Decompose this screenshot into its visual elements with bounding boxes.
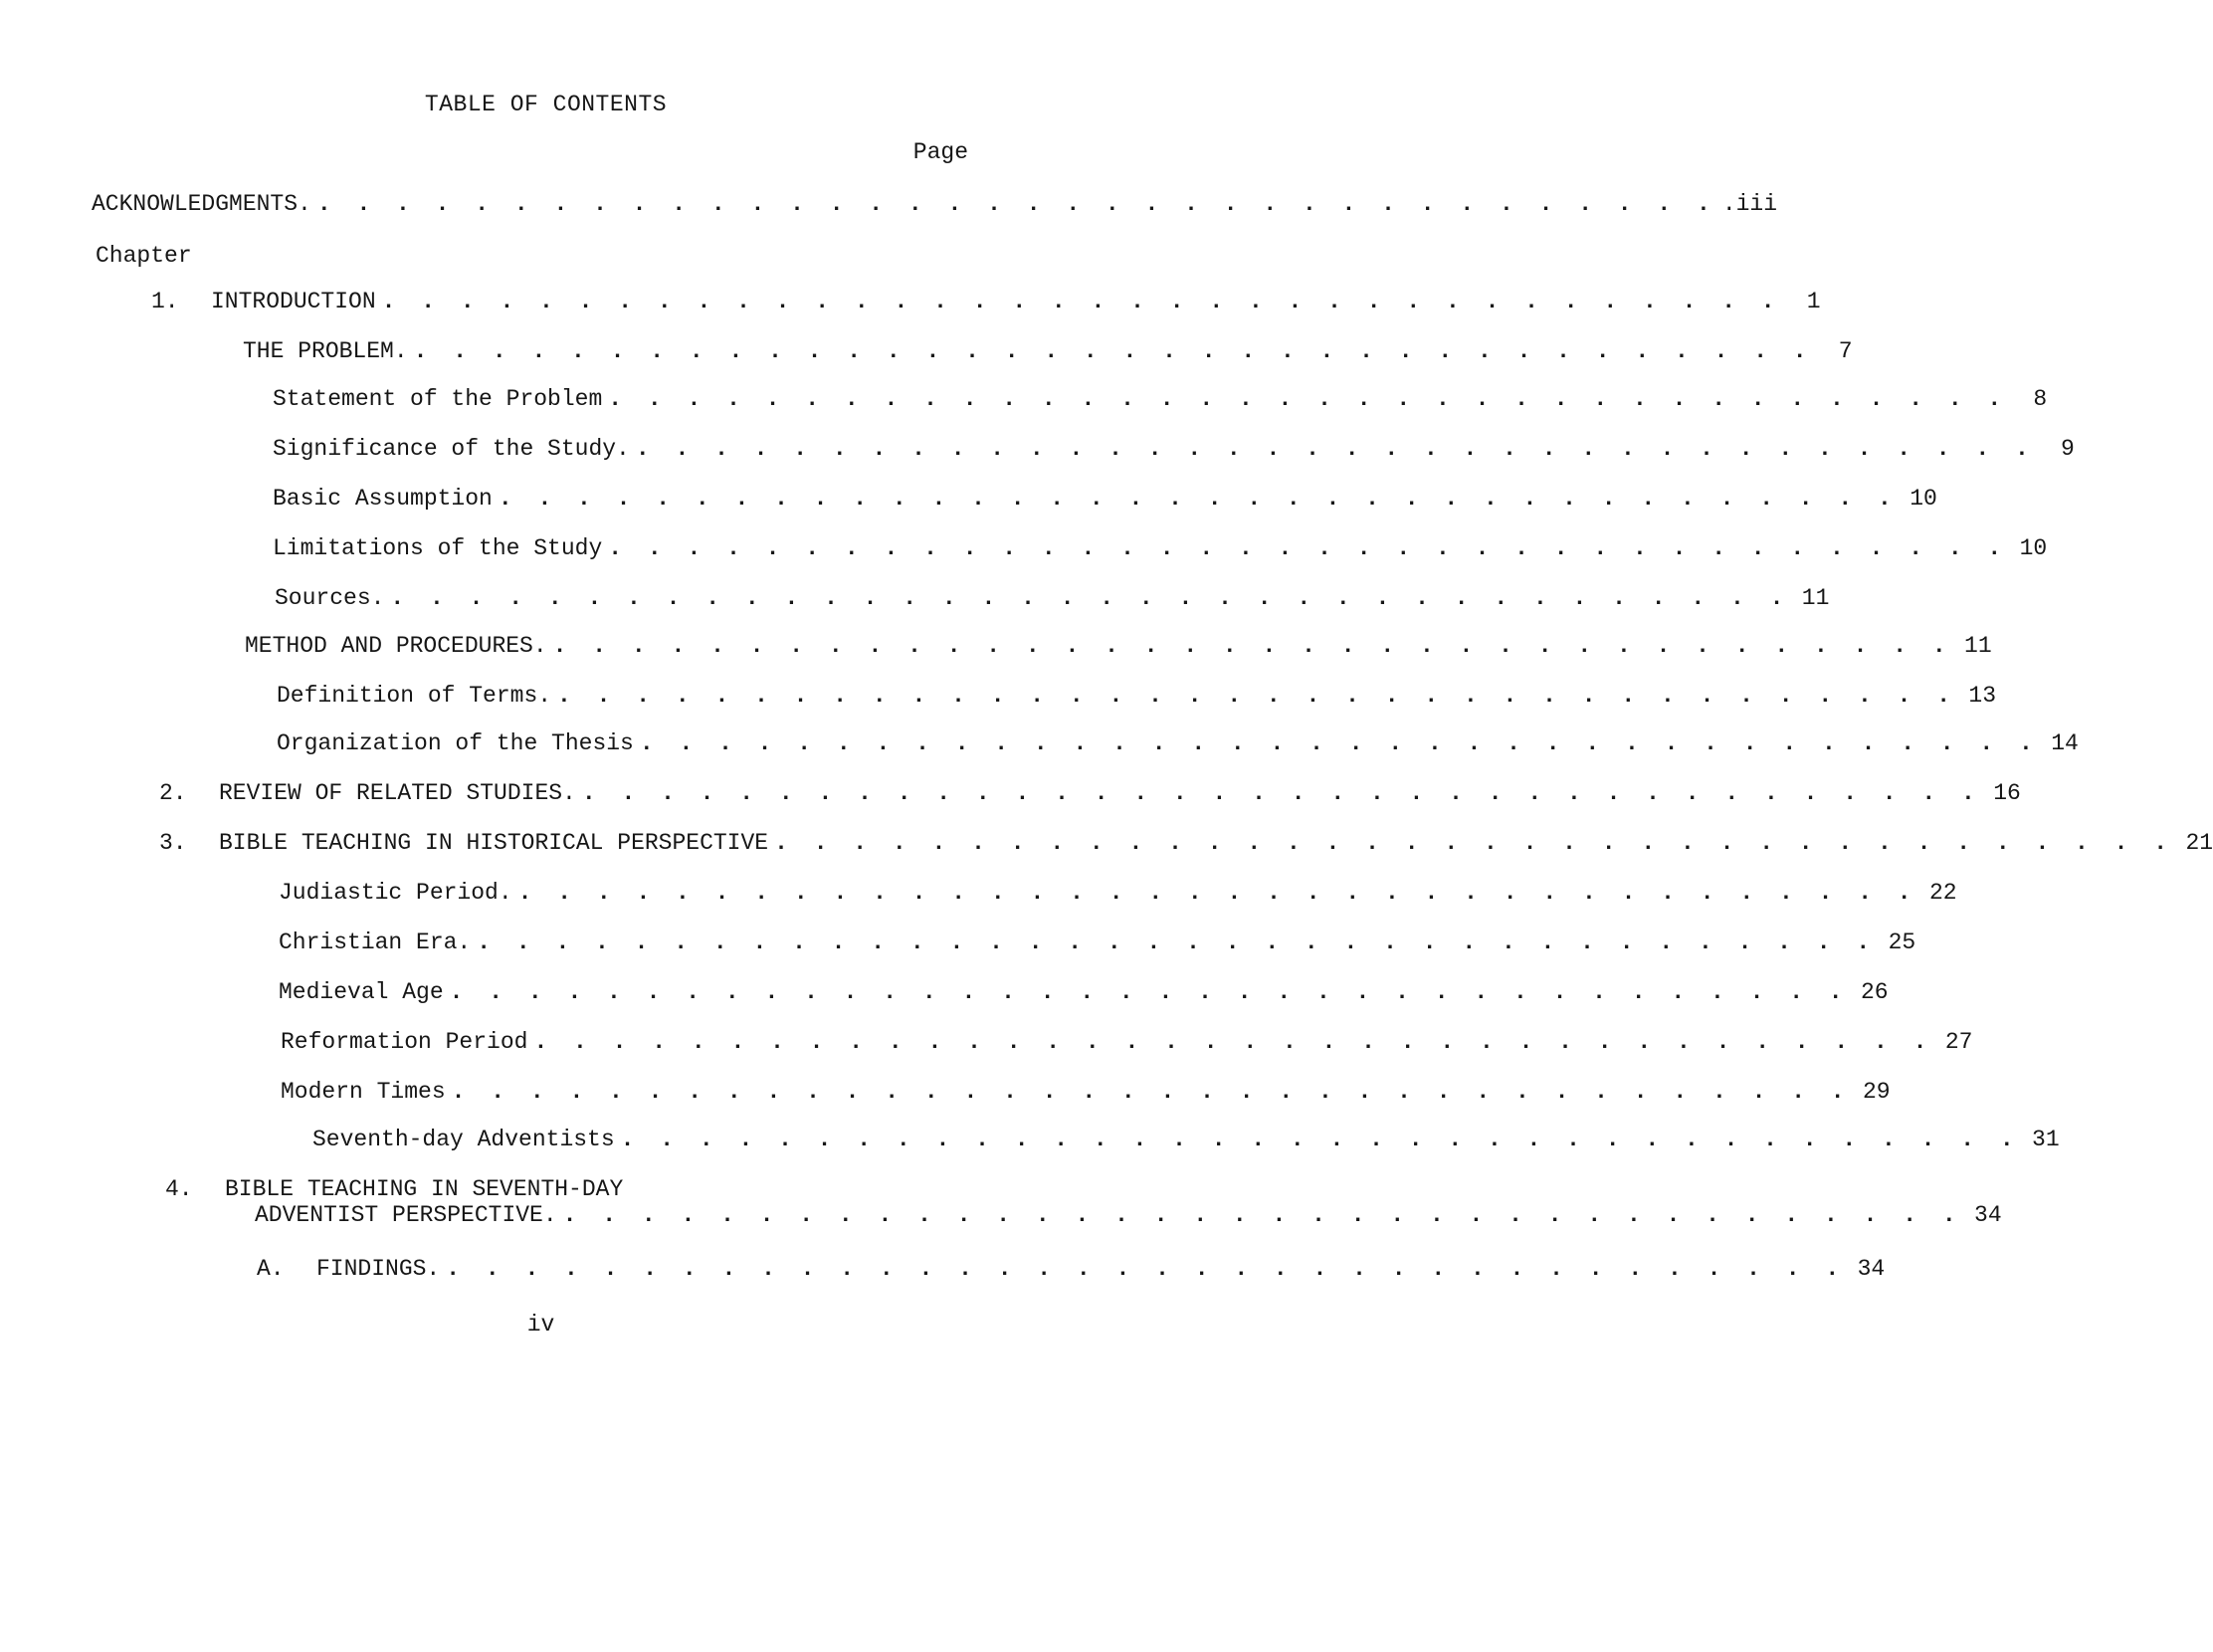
toc-entry[interactable] xyxy=(275,581,1830,611)
toc-entry-page: 34 xyxy=(1857,1256,1886,1282)
toc-entry-label: BIBLE TEACHING IN HISTORICAL PERSPECTIVE xyxy=(219,830,769,856)
toc-entry-label: Reformation Period xyxy=(281,1029,528,1055)
toc-entry-label: Judiastic Period. xyxy=(279,880,512,906)
toc-entry-label: Sources. xyxy=(275,585,385,611)
toc-entry[interactable] xyxy=(273,382,2048,412)
toc-entry-page: 21 xyxy=(2185,830,2213,856)
toc-entry-label: Significance of the Study. xyxy=(273,436,630,462)
toc-entry-label: Limitations of the Study xyxy=(273,535,603,561)
dot-leader: . . . . . . . . . . . . . . . . . . . . . . . . . . . . . . . . . . . . xyxy=(390,585,1790,611)
toc-entry-page: 11 xyxy=(1964,633,1992,659)
dot-leader: . . . . . . . . . . . . . . . . . . . . . . . . . . . . . . . . . . . . xyxy=(608,386,2008,412)
toc-entry-label: Basic Assumption xyxy=(273,486,493,512)
toc-entry-number: 3. xyxy=(159,830,187,856)
toc-entry-label: ACKNOWLEDGMENTS. xyxy=(92,191,311,217)
toc-entry-label: FINDINGS. xyxy=(316,1256,441,1282)
toc-entry[interactable] xyxy=(277,726,2079,756)
dot-leader: . . . . . . . . . . . . . . . . . . . . . . . . . . . . . . . . . . . . xyxy=(451,1079,1851,1105)
toc-entry-page: 27 xyxy=(1944,1029,1973,1055)
toc-entry[interactable] xyxy=(257,1252,1886,1282)
toc-entry[interactable] xyxy=(281,1025,1973,1055)
toc-entry[interactable] xyxy=(277,679,1997,709)
dot-leader: . . . . . . . . . . . . . . . . . . . . . . . . . . . . . . . . . . . . xyxy=(446,1256,1846,1282)
toc-entry-page: 8 xyxy=(2033,386,2048,412)
dot-leader: . . . . . . . . . . . . . . . . . . . . . . . . . . . . . . . . . . . . xyxy=(557,683,1957,709)
page-column-header: Page xyxy=(912,139,968,165)
dot-leader: . . . . . . . . . . . . . . . . . . . . . . . . . . . . . . . . . . . . xyxy=(774,830,2174,856)
toc-entry-number: A. xyxy=(257,1256,285,1282)
chapter-header: Chapter xyxy=(96,243,192,269)
toc-entry-label: Organization of the Thesis xyxy=(277,730,634,756)
toc-entry-label: INTRODUCTION xyxy=(211,289,376,314)
toc-entry[interactable] xyxy=(312,1123,2060,1152)
toc-entry-acknowledgments[interactable] xyxy=(92,187,1778,217)
dot-leader: . . . . . . . . . . . . . . . . . . . . . . . . . . . . . . . . . . . . xyxy=(639,730,2039,756)
toc-entry-label: Statement of the Problem xyxy=(273,386,603,412)
dot-leader: . . . . . . . . . . . . . . . . . . . . . . . . . . . . . . . . . . . . xyxy=(381,289,1781,314)
toc-entry-page: 1 xyxy=(1806,289,1821,314)
toc-entry-label: Christian Era. xyxy=(279,929,472,955)
toc-entry-number: 1. xyxy=(151,289,179,314)
toc-entry-label: METHOD AND PROCEDURES. xyxy=(245,633,547,659)
toc-entry-label: Medieval Age xyxy=(279,979,444,1005)
toc-entry[interactable] xyxy=(273,482,1937,512)
toc-entry[interactable] xyxy=(245,629,1992,659)
toc-entry-page: 14 xyxy=(2051,730,2079,756)
toc-entry-label: BIBLE TEACHING IN SEVENTH-DAY xyxy=(225,1176,624,1202)
toc-entry-label: Seventh-day Adventists xyxy=(312,1127,615,1152)
toc-entry-number: 4. xyxy=(165,1176,193,1202)
toc-entry[interactable] xyxy=(279,975,1889,1005)
dot-leader: . . . . . . . . . . . . . . . . . . . . . . . . . . . . . . . . . . . . xyxy=(316,191,1716,217)
toc-title: TABLE OF CONTENTS xyxy=(424,92,668,117)
toc-entry-page: 7 xyxy=(1838,338,1853,364)
toc-entry-page: 9 xyxy=(2061,436,2075,462)
toc-entry-label: Definition of Terms. xyxy=(277,683,552,709)
toc-entry[interactable] xyxy=(151,285,1821,314)
toc-entry-label: ADVENTIST PERSPECTIVE. xyxy=(255,1202,557,1228)
toc-entry[interactable] xyxy=(159,776,2021,806)
toc-entry[interactable] xyxy=(279,926,1916,955)
toc-entry-page: 10 xyxy=(1910,486,1937,512)
dot-leader: . . . . . . . . . . . . . . . . . . . . . . . . . . . . . . . . . . . . xyxy=(620,1127,2020,1152)
toc-entry-chapter4-second-line[interactable] xyxy=(255,1198,2002,1228)
toc-entry-page: 31 xyxy=(2032,1127,2060,1152)
dot-leader: . . . . . . . . . . . . . . . . . . . . . . . . . . . . . . . . . . . . xyxy=(517,880,1917,906)
toc-entry-page: 29 xyxy=(1863,1079,1891,1105)
toc-entry-page: 11 xyxy=(1801,585,1830,611)
dot-leader: . . . . . . . . . . . . . . . . . . . . . . . . . . . . . . . . . . . . xyxy=(552,633,1952,659)
dot-leader: . . . . . . . . . . . . . . . . . . . . . . . . . . . . . . . . . . . . xyxy=(608,535,2008,561)
toc-entry[interactable] xyxy=(281,1075,1891,1105)
toc-entry-page: 10 xyxy=(2019,535,2048,561)
toc-entry-label: Modern Times xyxy=(281,1079,446,1105)
toc-entry[interactable] xyxy=(159,826,2213,856)
dot-leader: . . . . . . . . . . . . . . . . . . . . . . . . . . . . . . . . . . . . xyxy=(562,1202,1962,1228)
dot-leader: . . . . . . . . . . . . . . . . . . . . . . . . . . . . . . . . . . . . xyxy=(477,929,1877,955)
toc-entry-page: 22 xyxy=(1929,880,1957,906)
dot-leader: . . . . . . . . . . . . . . . . . . . . . . . . . . . . . . . . . . . . xyxy=(533,1029,1933,1055)
toc-entry-label: REVIEW OF RELATED STUDIES. xyxy=(219,780,576,806)
toc-entry-page: 34 xyxy=(1974,1202,2002,1228)
page-number: iv xyxy=(526,1312,555,1338)
dot-leader: . . . . . . . . . . . . . . . . . . . . . . . . . . . . . . . . . . . . xyxy=(449,979,1849,1005)
toc-entry-number: 2. xyxy=(159,780,187,806)
toc-entry-page: .iii xyxy=(1721,191,1778,217)
dot-leader: . . . . . . . . . . . . . . . . . . . . . . . . . . . . . . . . . . . . xyxy=(581,780,1981,806)
toc-entry-label: THE PROBLEM. xyxy=(243,338,408,364)
toc-entry[interactable] xyxy=(273,531,2048,561)
dot-leader: . . . . . . . . . . . . . . . . . . . . . . . . . . . . . . . . . . . . xyxy=(498,486,1898,512)
toc-entry-page: 13 xyxy=(1968,683,1997,709)
dot-leader: . . . . . . . . . . . . . . . . . . . . . . . . . . . . . . . . . . . . xyxy=(635,436,2035,462)
toc-entry[interactable] xyxy=(273,432,2075,462)
toc-entry-page: 26 xyxy=(1861,979,1889,1005)
toc-entry[interactable] xyxy=(243,334,1853,364)
toc-entry-page: 16 xyxy=(1993,780,2021,806)
dot-leader: . . . . . . . . . . . . . . . . . . . . . . . . . . . . . . . . . . . . xyxy=(413,338,1813,364)
toc-entry[interactable] xyxy=(279,876,1957,906)
toc-entry-page: 25 xyxy=(1888,929,1916,955)
